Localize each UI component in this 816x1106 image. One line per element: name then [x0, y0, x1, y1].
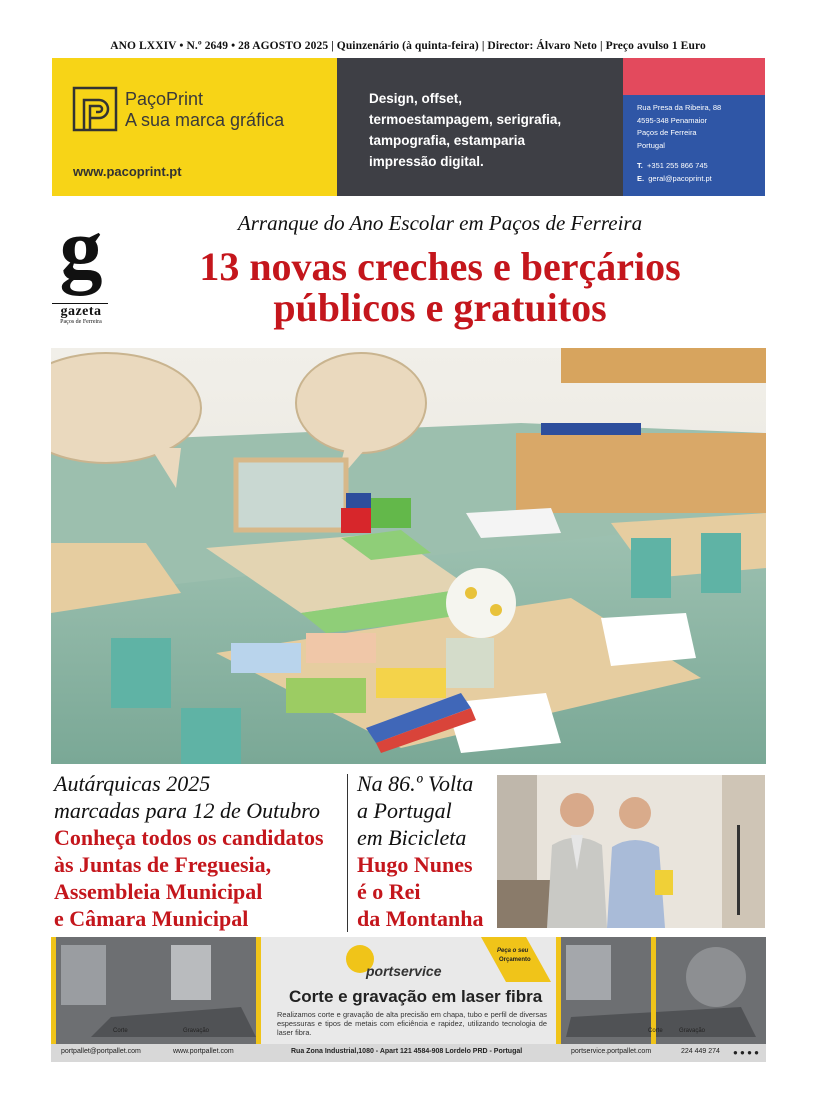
ad-engrave-label: Gravação — [679, 1028, 706, 1034]
masthead-info: ANO LXXIV • N.º 2649 • 28 AGOSTO 2025 | Quinzenário (à quinta-feira) | Director: Álvaro Neto | Preço avulso 1 Euro — [110, 40, 706, 52]
lead-headline-line: públicos e gratuitos — [273, 285, 607, 330]
portservice-ad[interactable] — [51, 937, 766, 1062]
gazeta-logo-letter: g — [59, 200, 103, 296]
elections-kicker-line: Autárquicas 2025 — [54, 771, 211, 796]
ad-cut-label: Corte — [648, 1028, 663, 1034]
ad-website[interactable]: www.portpallet.com — [173, 1048, 234, 1055]
ad-services-list — [369, 88, 599, 172]
cycling-kicker-line: em Bicicleta — [357, 825, 467, 850]
lead-kicker: Arranque do Ano Escolar em Paços de Ferreira — [237, 211, 643, 235]
pacoprint-logo-icon — [72, 86, 118, 132]
social-icons[interactable]: ● ● ● ● — [733, 1048, 759, 1057]
column-divider — [347, 774, 348, 932]
ad-email[interactable]: geral@pacoprint.pt — [648, 173, 712, 183]
ad-service-line: impressão digital. — [369, 154, 484, 169]
ad-footer-bar — [51, 1044, 766, 1062]
ad-address-line: Portugal — [637, 140, 665, 150]
cycling-headline-line: da Montanha — [357, 906, 484, 931]
elections-kicker-line: marcadas para 12 de Outubro — [54, 798, 321, 823]
ad-email[interactable]: portpallet@portpallet.com — [61, 1048, 141, 1055]
gazeta-logo-word: gazeta — [60, 304, 102, 319]
cycling-headline-line: é o Rei — [357, 879, 421, 904]
ad-engrave-label: Gravação — [183, 1028, 210, 1034]
gazeta-logo-subtitle: Paços de Ferreira — [60, 319, 102, 325]
elections-headline-line: e Câmara Municipal — [54, 906, 249, 931]
elections-headline[interactable] — [54, 824, 324, 932]
cycling-kicker — [357, 770, 473, 851]
cycling-headline-line: Hugo Nunes — [357, 852, 473, 877]
classroom-photo — [51, 348, 766, 764]
ad-address: Rua Zona Industrial,1080 - Apart 121 4584-908 Lordelo PRD - Portugal — [291, 1048, 523, 1055]
ad-phone[interactable]: +351 255 866 745 — [647, 161, 708, 170]
ad-brand-name: PaçoPrint — [125, 89, 204, 109]
ad-badge-line: Orçamento — [499, 957, 531, 963]
cycling-kicker-line: Na 86.º Volta — [357, 771, 474, 796]
cyclist-photo — [497, 775, 765, 928]
ad-address — [637, 102, 721, 152]
ad-website-link[interactable]: www.pacoprint.pt — [73, 164, 182, 179]
elections-headline-line: às Juntas de Freguesia, — [54, 852, 272, 877]
ad-brand-tagline: A sua marca gráfica — [125, 110, 285, 130]
ad-service-line: Design, offset, — [369, 91, 463, 106]
lead-headline-line: 13 novas creches e berçários — [199, 244, 681, 289]
ad-title: Corte e gravação em laser fibra — [289, 987, 543, 1006]
ad-cut-label: Corte — [113, 1028, 128, 1034]
pacoprint-ad[interactable] — [52, 58, 765, 196]
elections-headline-line: Assembleia Municipal — [54, 879, 263, 904]
ad-service-line: tampografia, estamparia — [369, 133, 526, 148]
ad-address-line: Paços de Ferreira — [637, 128, 697, 138]
ad-service-line: termoestampagem, serigrafia, — [369, 112, 562, 127]
elections-kicker — [54, 770, 320, 824]
lead-headline[interactable] — [120, 246, 760, 328]
ad-description: Realizamos corte e gravação de alta precisão em chapa, tubo e perfil de diversas espessuras e tipos de metais com eficiência e rapidez, utilizando tecnologia de laser fibra. — [277, 1010, 547, 1037]
ad-email-label: E. — [637, 173, 645, 183]
ad-website-2[interactable]: portservice.portpallet.com — [571, 1048, 652, 1055]
ad-badge-line: Peça o seu — [497, 948, 529, 954]
cycling-kicker-line: a Portugal — [357, 798, 452, 823]
elections-headline-line: Conheça todos os candidatos — [54, 825, 324, 850]
ad-phone-label: T. — [637, 161, 643, 170]
ad-contact — [637, 160, 712, 185]
ad-phone[interactable]: 224 449 274 — [681, 1048, 720, 1055]
ad-address-line: 4595-348 Penamaior — [637, 115, 708, 125]
portservice-brand: portservice — [366, 963, 442, 979]
cycling-headline[interactable] — [357, 851, 484, 932]
ad-address-line: Rua Presa da Ribeira, 88 — [637, 103, 722, 112]
ad-red-band — [623, 58, 765, 95]
